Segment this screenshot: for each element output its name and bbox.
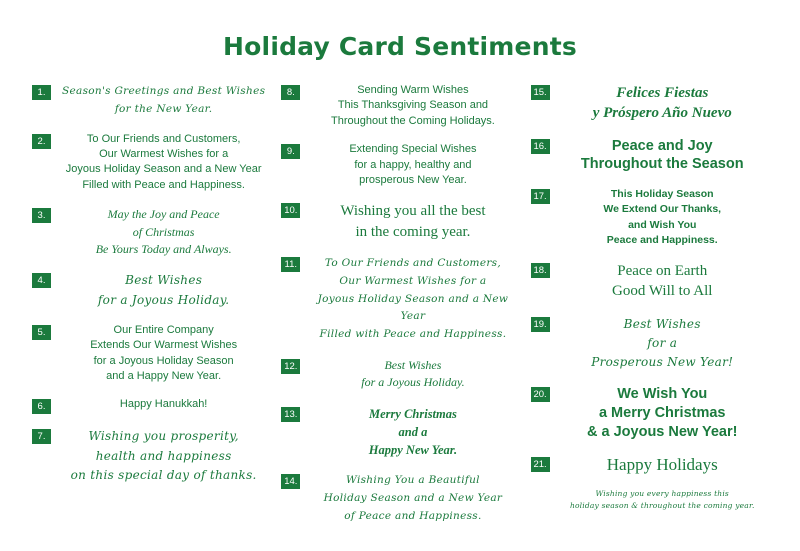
sentiment-line: Good Will to All <box>612 283 713 300</box>
sentiment-line: for a <box>647 335 678 350</box>
sentiment-item <box>531 315 768 373</box>
sentiment-text <box>557 385 768 442</box>
sentiment-line: May the Joy and Peace <box>107 207 220 222</box>
sentiment-item <box>531 488 768 512</box>
sentiment-text <box>58 397 269 412</box>
sentiment-line: Filled with Peace and Happiness. <box>319 328 507 341</box>
sentiment-number-badge: 20. <box>531 387 550 402</box>
sentiment-number-spacer <box>531 490 550 505</box>
sentiment-line: We Wish You <box>617 386 708 403</box>
sentiment-number-badge: 5. <box>32 325 51 340</box>
sentiment-text <box>307 83 518 129</box>
sentiment-line: for a happy, healthy and <box>354 158 472 171</box>
sentiment-line: Merry Christmas <box>369 406 457 421</box>
sentiment-text <box>58 427 269 485</box>
sentiment-number-badge: 10. <box>281 203 300 218</box>
sentiment-line: health and happiness <box>95 448 232 463</box>
sentiment-item <box>531 385 768 442</box>
sentiment-line: Our Entire Company <box>113 323 214 336</box>
sentiment-text <box>557 83 768 124</box>
sentiment-item <box>32 271 269 309</box>
sentiment-line: and Wish You <box>628 218 697 231</box>
sentiment-text <box>557 187 768 248</box>
sentiment-number-badge: 16. <box>531 139 550 154</box>
sentiment-text <box>307 472 518 526</box>
sentiment-text <box>557 137 768 175</box>
sentiment-line: Season's Greetings and Best Wishes <box>62 85 266 97</box>
sentiment-text <box>307 357 518 392</box>
sentiment-number-badge: 9. <box>281 144 300 159</box>
sentiment-line: Best Wishes <box>125 273 203 288</box>
sentiment-item <box>281 83 518 129</box>
sentiment-item <box>32 323 269 385</box>
sentiment-item <box>32 427 269 485</box>
sentiment-text <box>58 271 269 309</box>
sentiment-item <box>281 405 518 459</box>
sentiment-line: holiday season & throughout the coming year. <box>569 501 755 511</box>
sentiment-line: for a Joyous Holiday. <box>361 375 465 390</box>
sentiment-line: Happy New Year. <box>368 443 458 458</box>
sentiment-number-badge: 13. <box>281 407 300 422</box>
sentiment-number-badge: 11. <box>281 257 300 272</box>
sentiment-number-badge: 21. <box>531 457 550 472</box>
sentiment-item <box>281 201 518 242</box>
sentiment-item <box>281 357 518 392</box>
sentiment-line: and a Happy New Year. <box>106 369 222 382</box>
sentiment-line: Joyous Holiday Season and a New Year <box>65 163 262 176</box>
sentiment-line: Prosperous New Year! <box>591 354 734 369</box>
sentiment-line: Wishing you all the best <box>340 203 486 220</box>
sentiment-line: Wishing you every happiness this <box>595 489 729 499</box>
sentiment-line: To Our Friends and Customers, <box>324 256 501 269</box>
sentiment-line: Best Wishes <box>623 316 701 331</box>
sentiment-text <box>557 261 768 302</box>
sentiment-line: & a Joyous New Year! <box>587 423 738 440</box>
sentiment-item <box>281 255 518 344</box>
sentiment-line: for the New Year. <box>114 102 213 115</box>
sentiment-line: This Holiday Season <box>610 188 714 201</box>
sentiment-item <box>531 455 768 475</box>
sentiment-line: in the coming year. <box>355 223 471 240</box>
sentiment-item <box>32 132 269 194</box>
sentiment-line: To Our Friends and Customers, <box>86 132 241 145</box>
sentiment-line: Peace on Earth <box>617 263 708 280</box>
sentiment-line: Be Yours Today and Always. <box>95 242 232 257</box>
sentiment-text <box>557 488 768 512</box>
sentiment-item <box>32 206 269 258</box>
sentiment-text <box>58 132 269 194</box>
sentiment-line: Throughout the Coming Holidays. <box>331 114 495 127</box>
sentiment-text <box>58 323 269 385</box>
sentiment-item <box>531 83 768 124</box>
sentiment-line: Extending Special Wishes <box>349 143 477 156</box>
sentiment-line: Extends Our Warmest Wishes <box>90 339 238 352</box>
sentiment-line: on this special day of thanks. <box>70 467 257 482</box>
sentiment-item <box>531 137 768 175</box>
sentiment-number-badge: 6. <box>32 399 51 414</box>
sentiment-text <box>58 206 269 258</box>
sentiment-number-badge: 3. <box>32 208 51 223</box>
sentiment-number-badge: 8. <box>281 85 300 100</box>
sentiment-line: Peace and Happiness. <box>606 233 718 246</box>
sentiment-line: This Thanksgiving Season and <box>337 99 489 112</box>
sentiment-number-badge: 1. <box>32 85 51 100</box>
sentiment-text <box>307 405 518 459</box>
sentiment-line: Our Warmest Wishes for a <box>99 148 229 161</box>
sentiment-number-badge: 7. <box>32 429 51 444</box>
sentiment-item <box>32 83 269 119</box>
sentiment-line: Felices Fiestas <box>616 85 709 101</box>
sentiment-number-badge: 14. <box>281 474 300 489</box>
sentiment-line: Wishing you prosperity, <box>88 429 239 444</box>
sentiment-text <box>557 315 768 373</box>
sentiment-item <box>531 187 768 248</box>
page-title: Holiday Card Sentiments <box>223 32 577 61</box>
sentiment-line: for a Joyous Holiday Season <box>93 354 234 367</box>
sentiment-number-badge: 19. <box>531 317 550 332</box>
sentiment-line: Filled with Peace and Happiness. <box>82 178 245 191</box>
sentiment-line: We Extend Our Thanks, <box>603 203 722 216</box>
sentiments-column-3 <box>525 83 774 539</box>
sentiment-line: Best Wishes <box>384 358 442 373</box>
sentiment-number-badge: 18. <box>531 263 550 278</box>
sentiment-line: prosperous New Year. <box>359 173 467 186</box>
sentiment-line: y Próspero Año Nuevo <box>592 105 732 122</box>
sentiments-columns <box>0 61 800 539</box>
sentiment-item <box>32 397 269 414</box>
sentiment-item <box>281 142 518 188</box>
sentiment-text <box>307 255 518 344</box>
sentiment-item <box>531 261 768 302</box>
sentiments-column-2 <box>275 83 524 539</box>
sentiments-column-1 <box>26 83 275 539</box>
sentiment-line: for a Joyous Holiday. <box>97 292 230 307</box>
sentiment-text <box>58 83 269 119</box>
sentiment-line: Happy Hanukkah! <box>119 398 208 411</box>
sentiment-text <box>557 455 768 475</box>
sentiment-number-badge: 12. <box>281 359 300 374</box>
sentiment-number-badge: 4. <box>32 273 51 288</box>
sentiment-line: of Christmas <box>132 224 195 239</box>
sentiment-line: Peace and Joy <box>611 137 713 154</box>
sentiment-number-badge: 2. <box>32 134 51 149</box>
sentiment-line: Throughout the Season <box>580 156 744 173</box>
sentiment-line: Sending Warm Wishes <box>357 84 469 96</box>
sentiment-text <box>307 201 518 242</box>
sentiment-line: a Merry Christmas <box>598 404 726 421</box>
sentiment-number-badge: 17. <box>531 189 550 204</box>
sentiment-line: Our Warmest Wishes for a <box>339 274 487 287</box>
sentiment-line: and a <box>398 424 428 439</box>
sentiment-line: Joyous Holiday Season and a New Year <box>317 292 509 323</box>
sentiment-line: Holiday Season and a New Year <box>323 492 503 505</box>
sentiment-item <box>281 472 518 526</box>
sentiment-text <box>307 142 518 188</box>
sentiment-number-badge: 15. <box>531 85 550 100</box>
sentiment-line: of Peace and Happiness. <box>344 509 482 522</box>
sentiment-line: Wishing You a Beautiful <box>346 474 480 487</box>
sentiment-line: Happy Holidays <box>606 454 718 474</box>
